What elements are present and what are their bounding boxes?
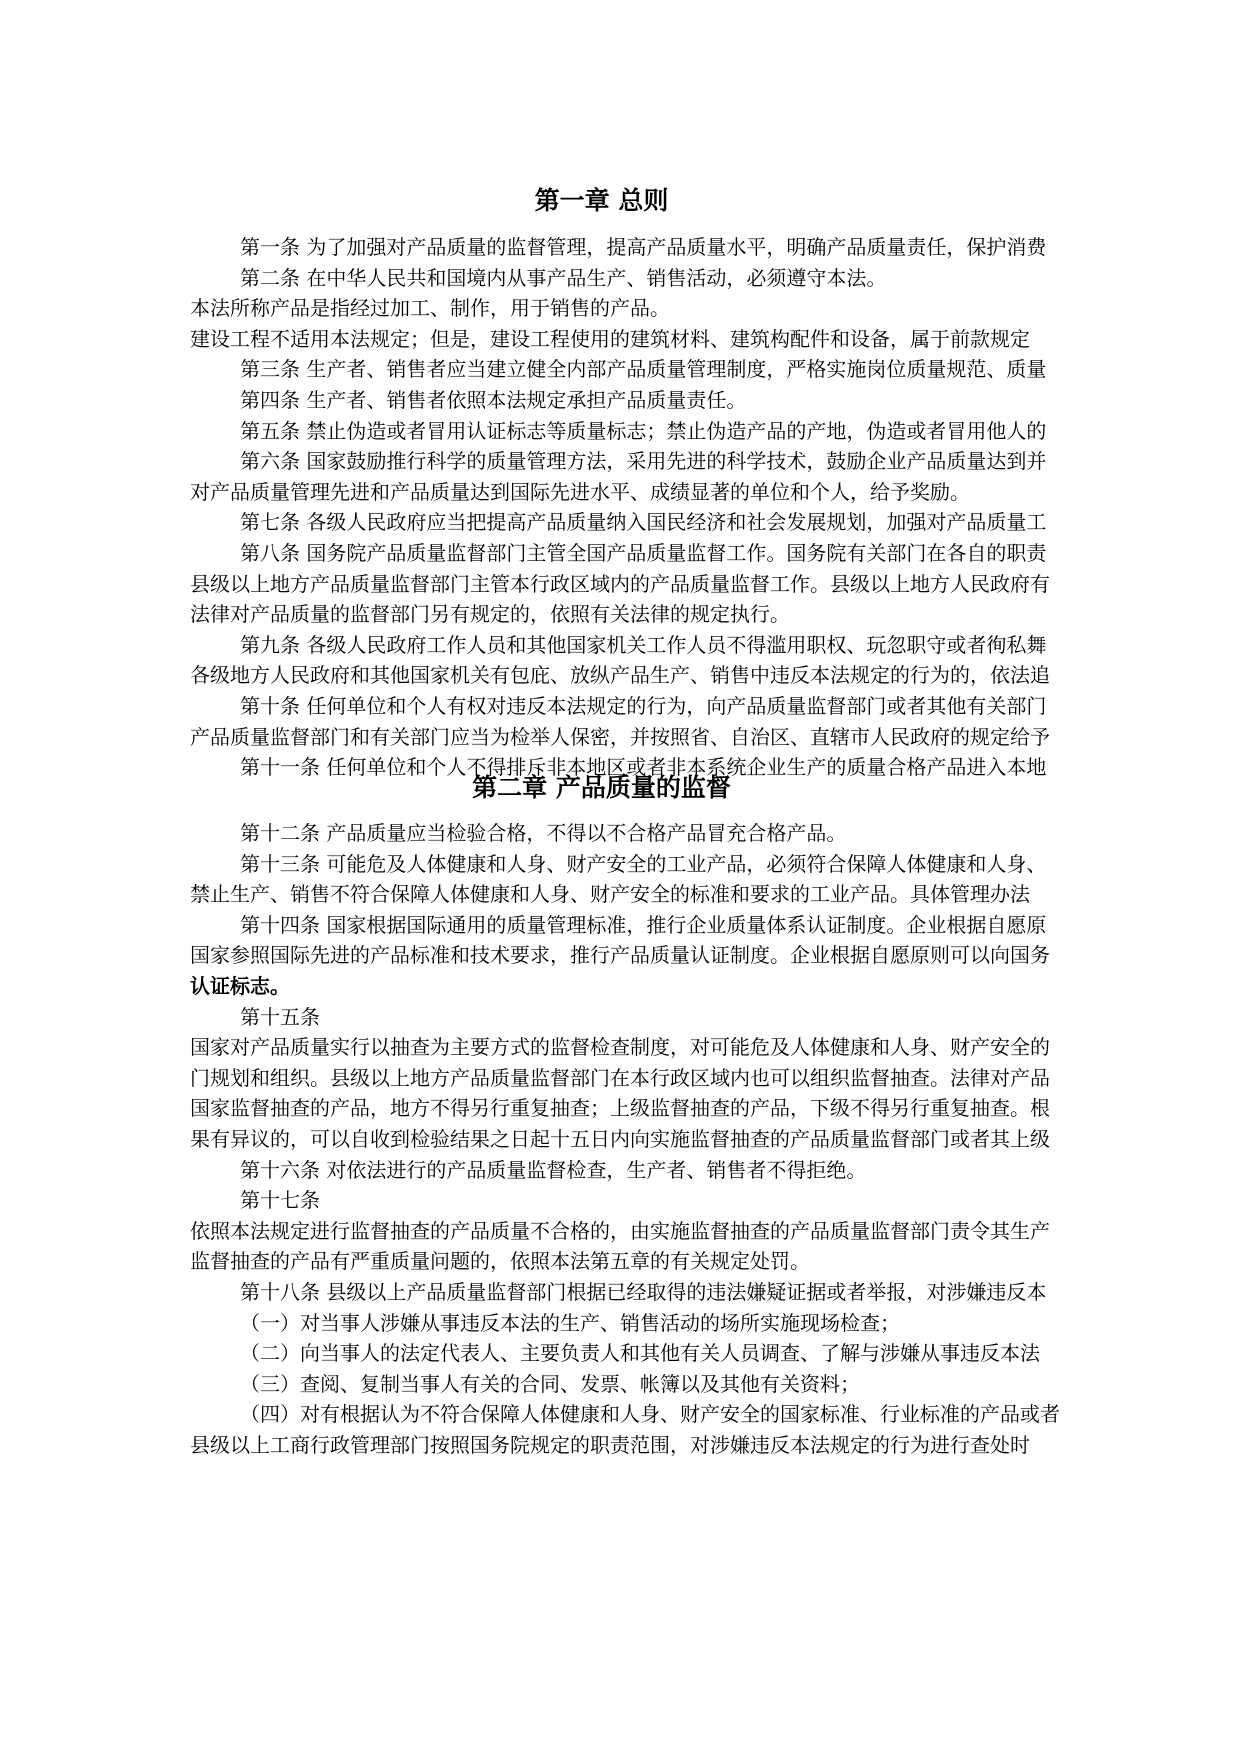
article-line: 第十条 任何单位和个人有权对违反本法规定的行为，向产品质量监督部门或者其他有关部门 [240, 694, 1047, 718]
continuation-line: 建设工程不适用本法规定；但是，建设工程使用的建筑材料、建筑构配件和设备，属于前款规定 [190, 327, 1030, 351]
article-line: 第八条 国务院产品质量监督部门主管全国产品质量监督工作。国务院有关部门在各自的职责 [240, 541, 1047, 565]
article-line: 第十五条 [240, 1005, 320, 1029]
continuation-line: 果有异议的，可以自收到检验结果之日起十五日内向实施监督抽查的产品质量监督部门或者其上级 [190, 1127, 1050, 1151]
continuation-line: 县级以上工商行政管理部门按照国务院规定的职责范围，对涉嫌违反本法规定的行为进行查处时 [190, 1433, 1030, 1457]
article-line: 第七条 各级人民政府应当把提高产品质量纳入国民经济和社会发展规划，加强对产品质量工 [240, 510, 1047, 534]
continuation-line: 监督抽查的产品有严重质量问题的，依照本法第五章的有关规定处罚。 [190, 1249, 810, 1273]
article-line: 第十七条 [240, 1188, 320, 1212]
continuation-line: 产品质量监督部门和有关部门应当为检举人保密，并按照省、自治区、直辖市人民政府的规定给予 [190, 725, 1050, 749]
article-line: 第九条 各级人民政府工作人员和其他国家机关工作人员不得滥用职权、玩忽职守或者徇私舞 [240, 633, 1047, 657]
article-line: 第一条 为了加强对产品质量的监督管理，提高产品质量水平，明确产品质量责任，保护消费 [240, 235, 1047, 259]
continuation-line: 本法所称产品是指经过加工、制作，用于销售的产品。 [190, 296, 670, 320]
continuation-line: 禁止生产、销售不符合保障人体健康和人身、财产安全的标准和要求的工业产品。具体管理办法 [190, 882, 1030, 906]
article-line: 第三条 生产者、销售者应当建立健全内部产品质量管理制度，严格实施岗位质量规范、质量 [240, 357, 1047, 381]
article-line: 第十八条 县级以上产品质量监督部门根据已经取得的违法嫌疑证据或者举报，对涉嫌违反本 [240, 1280, 1047, 1304]
article-line: 第十六条 对依法进行的产品质量监督检查，生产者、销售者不得拒绝。 [240, 1158, 867, 1182]
article-line: （三）查阅、复制当事人有关的合同、发票、帐簿以及其他有关资料； [240, 1372, 860, 1396]
continuation-line: 县级以上地方产品质量监督部门主管本行政区域内的产品质量监督工作。县级以上地方人民政府有 [190, 572, 1050, 596]
article-line: （四）对有根据认为不符合保障人体健康和人身、财产安全的国家标准、行业标准的产品或者 [240, 1402, 1060, 1426]
article-line: （一）对当事人涉嫌从事违反本法的生产、销售活动的场所实施现场检查； [240, 1311, 900, 1335]
continuation-line: 依照本法规定进行监督抽查的产品质量不合格的，由实施监督抽查的产品质量监督部门责令其生产 [190, 1219, 1050, 1243]
article-line: 第二条 在中华人民共和国境内从事产品生产、销售活动，必须遵守本法。 [240, 266, 887, 290]
article-line: 第六条 国家鼓励推行科学的质量管理方法，采用先进的科学技术，鼓励企业产品质量达到并 [240, 449, 1047, 473]
article-line: 第五条 禁止伪造或者冒用认证标志等质量标志；禁止伪造产品的产地，伪造或者冒用他人的 [240, 419, 1047, 443]
continuation-line: 国家参照国际先进的产品标准和技术要求，推行产品质量认证制度。企业根据自愿原则可以向国务 [190, 943, 1050, 967]
article-line: 第十一条 任何单位和个人不得排斥非本地区或者非本系统企业生产的质量合格产品进入本地 [240, 755, 1047, 779]
continuation-line: 门规划和组织。县级以上地方产品质量监督部门在本行政区域内也可以组织监督抽查。法律对产品 [190, 1066, 1050, 1090]
article-line: 第十三条 可能危及人体健康和人身、财产安全的工业产品，必须符合保障人体健康和人身、 [240, 852, 1047, 876]
continuation-line: 法律对产品质量的监督部门另有规定的，依照有关法律的规定执行。 [190, 602, 790, 626]
continuation-line: 认证标志。 [190, 974, 290, 998]
chapter-heading: 第一章 总则 [534, 186, 669, 215]
article-line: （二）向当事人的法定代表人、主要负责人和其他有关人员调查、了解与涉嫌从事违反本法 [240, 1341, 1040, 1365]
article-line: 第四条 生产者、销售者依照本法规定承担产品质量责任。 [240, 388, 747, 412]
chapter-heading: 第二章 产品质量的监督 [472, 773, 731, 802]
article-line: 第十二条 产品质量应当检验合格，不得以不合格产品冒充合格产品。 [240, 821, 847, 845]
continuation-line: 国家监督抽查的产品，地方不得另行重复抽查；上级监督抽查的产品，下级不得另行重复抽查。根 [190, 1096, 1050, 1120]
continuation-line: 各级地方人民政府和其他国家机关有包庇、放纵产品生产、销售中违反本法规定的行为的，依法追 [190, 663, 1050, 687]
continuation-line: 对产品质量管理先进和产品质量达到国际先进水平、成绩显著的单位和个人，给予奖励。 [190, 480, 970, 504]
continuation-line: 国家对产品质量实行以抽查为主要方式的监督检查制度，对可能危及人体健康和人身、财产安全的 [190, 1035, 1050, 1059]
article-line: 第十四条 国家根据国际通用的质量管理标准，推行企业质量体系认证制度。企业根据自愿原 [240, 913, 1047, 937]
